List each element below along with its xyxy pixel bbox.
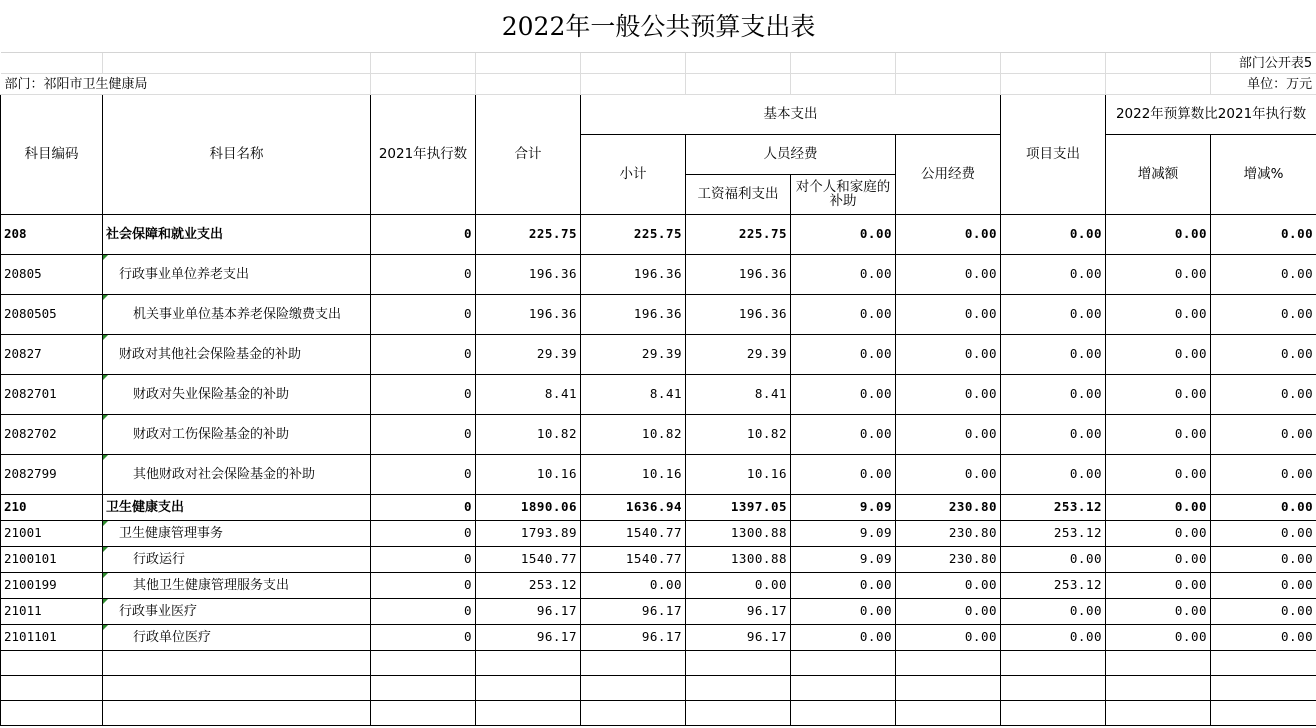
table-row[interactable]	[1, 455, 1316, 495]
change-percent-cell[interactable]: 0.00	[1211, 455, 1316, 495]
salary-cell[interactable]: 225.75	[686, 215, 791, 255]
header-total: 合计	[476, 95, 581, 215]
subtotal-cell[interactable]: 96.17	[581, 625, 686, 651]
header-subtotal: 小计	[581, 135, 686, 215]
change-amount-cell[interactable]: 0.00	[1106, 295, 1211, 335]
note-marker-icon	[103, 599, 108, 604]
change-percent-cell[interactable]: 0.00	[1211, 255, 1316, 295]
code-cell[interactable]: 2100101	[1, 547, 103, 573]
code-cell[interactable]: 2080505	[1, 295, 103, 335]
total-cell[interactable]: 1793.89	[476, 521, 581, 547]
total-cell[interactable]: 10.82	[476, 415, 581, 455]
project-cell[interactable]: 0.00	[1001, 547, 1106, 573]
project-cell[interactable]: 0.00	[1001, 295, 1106, 335]
note-marker-icon	[103, 375, 108, 380]
change-amount-cell[interactable]: 0.00	[1106, 625, 1211, 651]
subsidy-cell[interactable]: 9.09	[791, 521, 896, 547]
code-cell[interactable]: 208	[1, 215, 103, 255]
table-row[interactable]	[1, 495, 1316, 521]
project-cell[interactable]: 0.00	[1001, 599, 1106, 625]
empty-row	[1, 651, 1316, 676]
table-row[interactable]	[1, 215, 1316, 255]
note-marker-icon	[103, 573, 108, 578]
table-row[interactable]	[1, 521, 1316, 547]
change-amount-cell[interactable]: 0.00	[1106, 215, 1211, 255]
header-project: 项目支出	[1001, 95, 1106, 215]
exec2021-cell[interactable]: 0	[371, 625, 476, 651]
note-marker-icon	[103, 335, 108, 340]
change-percent-cell[interactable]: 0.00	[1211, 625, 1316, 651]
header-exec2021: 2021年执行数	[371, 95, 476, 215]
subsidy-cell[interactable]: 0.00	[791, 625, 896, 651]
subsidy-cell[interactable]: 0.00	[791, 215, 896, 255]
code-cell[interactable]: 2082701	[1, 375, 103, 415]
code-cell[interactable]: 20827	[1, 335, 103, 375]
name-cell[interactable]	[103, 215, 371, 255]
header-code: 科目编码	[1, 95, 103, 215]
name-text: 机关事业单位基本养老保险缴费支出	[133, 307, 342, 322]
change-amount-cell[interactable]: 0.00	[1106, 455, 1211, 495]
total-cell[interactable]: 225.75	[476, 215, 581, 255]
exec2021-cell[interactable]: 0	[371, 495, 476, 521]
project-cell[interactable]: 0.00	[1001, 215, 1106, 255]
name-text: 卫生健康管理事务	[119, 526, 224, 541]
subsidy-cell[interactable]: 9.09	[791, 547, 896, 573]
salary-cell[interactable]: 196.36	[686, 255, 791, 295]
public-cell[interactable]: 230.80	[896, 495, 1001, 521]
table-row[interactable]	[1, 295, 1316, 335]
total-cell[interactable]: 196.36	[476, 295, 581, 335]
subtotal-cell[interactable]: 8.41	[581, 375, 686, 415]
salary-cell[interactable]: 1300.88	[686, 547, 791, 573]
table-row[interactable]	[1, 415, 1316, 455]
change-amount-cell[interactable]: 0.00	[1106, 521, 1211, 547]
table-row[interactable]	[1, 547, 1316, 573]
header-basic: 基本支出	[581, 95, 1001, 135]
code-cell[interactable]: 21011	[1, 599, 103, 625]
change-percent-cell[interactable]: 0.00	[1211, 215, 1316, 255]
header-personnel: 人员经费	[686, 135, 896, 175]
subtotal-cell[interactable]: 10.16	[581, 455, 686, 495]
name-text: 社会保障和就业支出	[106, 227, 224, 242]
subsidy-cell[interactable]: 9.09	[791, 495, 896, 521]
table-row[interactable]	[1, 255, 1316, 295]
code-cell[interactable]: 2082799	[1, 455, 103, 495]
code-cell[interactable]: 20805	[1, 255, 103, 295]
total-cell[interactable]: 8.41	[476, 375, 581, 415]
total-cell[interactable]: 1540.77	[476, 547, 581, 573]
change-percent-cell[interactable]: 0.00	[1211, 375, 1316, 415]
change-amount-cell[interactable]: 0.00	[1106, 255, 1211, 295]
change-amount-cell[interactable]: 0.00	[1106, 495, 1211, 521]
public-cell[interactable]: 0.00	[896, 215, 1001, 255]
name-cell[interactable]	[103, 415, 371, 455]
subtotal-cell[interactable]: 1636.94	[581, 495, 686, 521]
note-marker-icon	[103, 547, 108, 552]
change-percent-cell[interactable]: 0.00	[1211, 415, 1316, 455]
total-cell[interactable]: 253.12	[476, 573, 581, 599]
project-cell[interactable]: 253.12	[1001, 495, 1106, 521]
public-cell[interactable]: 0.00	[896, 375, 1001, 415]
change-percent-cell[interactable]: 0.00	[1211, 495, 1316, 521]
salary-cell[interactable]: 8.41	[686, 375, 791, 415]
name-cell[interactable]	[103, 521, 371, 547]
name-text: 财政对其他社会保险基金的补助	[119, 347, 302, 362]
table-row[interactable]	[1, 573, 1316, 599]
subtotal-cell[interactable]: 29.39	[581, 335, 686, 375]
change-amount-cell[interactable]: 0.00	[1106, 547, 1211, 573]
exec2021-cell[interactable]: 0	[371, 547, 476, 573]
change-percent-cell[interactable]: 0.00	[1211, 335, 1316, 375]
unit-label: 单位：万元	[1211, 74, 1316, 95]
name-cell[interactable]	[103, 625, 371, 651]
public-cell[interactable]: 0.00	[896, 455, 1001, 495]
subsidy-cell[interactable]: 0.00	[791, 295, 896, 335]
exec2021-cell[interactable]: 0	[371, 415, 476, 455]
change-percent-cell[interactable]: 0.00	[1211, 295, 1316, 335]
subtotal-cell[interactable]: 1540.77	[581, 547, 686, 573]
public-cell[interactable]: 0.00	[896, 335, 1001, 375]
subsidy-cell[interactable]: 0.00	[791, 335, 896, 375]
change-percent-cell[interactable]: 0.00	[1211, 547, 1316, 573]
name-cell[interactable]	[103, 599, 371, 625]
subsidy-cell[interactable]: 0.00	[791, 599, 896, 625]
name-text: 卫生健康支出	[106, 500, 185, 515]
subsidy-cell[interactable]: 0.00	[791, 375, 896, 415]
empty-row	[1, 676, 1316, 701]
salary-cell[interactable]: 29.39	[686, 335, 791, 375]
change-percent-cell[interactable]: 0.00	[1211, 573, 1316, 599]
header-change-amount: 增减额	[1106, 135, 1211, 215]
table-row[interactable]	[1, 375, 1316, 415]
salary-cell[interactable]: 0.00	[686, 573, 791, 599]
header-salary: 工资福利支出	[686, 175, 791, 215]
subtotal-cell[interactable]: 1540.77	[581, 521, 686, 547]
header-name: 科目名称	[103, 95, 371, 215]
public-cell[interactable]: 230.80	[896, 521, 1001, 547]
project-cell[interactable]: 0.00	[1001, 455, 1106, 495]
project-cell[interactable]: 253.12	[1001, 573, 1106, 599]
subtotal-cell[interactable]: 96.17	[581, 599, 686, 625]
salary-cell[interactable]: 1300.88	[686, 521, 791, 547]
project-cell[interactable]: 0.00	[1001, 375, 1106, 415]
name-text: 其他财政对社会保险基金的补助	[133, 467, 316, 482]
subsidy-cell[interactable]: 0.00	[791, 455, 896, 495]
change-amount-cell[interactable]: 0.00	[1106, 599, 1211, 625]
name-text: 行政单位医疗	[133, 630, 212, 645]
table-row[interactable]	[1, 625, 1316, 651]
name-cell[interactable]	[103, 335, 371, 375]
code-cell[interactable]: 2082702	[1, 415, 103, 455]
table-row[interactable]	[1, 599, 1316, 625]
salary-cell[interactable]: 10.82	[686, 415, 791, 455]
exec2021-cell[interactable]: 0	[371, 455, 476, 495]
project-cell[interactable]: 0.00	[1001, 255, 1106, 295]
name-text: 其他卫生健康管理服务支出	[133, 578, 290, 593]
name-text: 行政事业单位养老支出	[119, 267, 250, 282]
empty-row	[1, 701, 1316, 726]
name-cell[interactable]	[103, 547, 371, 573]
subtotal-cell[interactable]: 10.82	[581, 415, 686, 455]
note-marker-icon	[103, 455, 108, 460]
change-percent-cell[interactable]: 0.00	[1211, 521, 1316, 547]
name-cell[interactable]	[103, 375, 371, 415]
change-amount-cell[interactable]: 0.00	[1106, 335, 1211, 375]
header-change-percent: 增减%	[1211, 135, 1316, 215]
salary-cell[interactable]: 1397.05	[686, 495, 791, 521]
exec2021-cell[interactable]: 0	[371, 295, 476, 335]
public-cell[interactable]: 0.00	[896, 625, 1001, 651]
project-cell[interactable]: 0.00	[1001, 625, 1106, 651]
exec2021-cell[interactable]: 0	[371, 215, 476, 255]
note-marker-icon	[103, 415, 108, 420]
salary-cell[interactable]: 10.16	[686, 455, 791, 495]
public-cell[interactable]: 0.00	[896, 415, 1001, 455]
public-cell[interactable]: 0.00	[896, 295, 1001, 335]
note-marker-icon	[103, 295, 108, 300]
name-text: 财政对失业保险基金的补助	[133, 387, 290, 402]
public-cell[interactable]: 230.80	[896, 547, 1001, 573]
subtotal-cell[interactable]: 196.36	[581, 295, 686, 335]
exec2021-cell[interactable]: 0	[371, 599, 476, 625]
code-cell[interactable]: 21001	[1, 521, 103, 547]
exec2021-cell[interactable]: 0	[371, 521, 476, 547]
public-cell[interactable]: 0.00	[896, 255, 1001, 295]
project-cell[interactable]: 0.00	[1001, 335, 1106, 375]
change-amount-cell[interactable]: 0.00	[1106, 573, 1211, 599]
subtotal-cell[interactable]: 0.00	[581, 573, 686, 599]
project-cell[interactable]: 253.12	[1001, 521, 1106, 547]
public-cell[interactable]: 0.00	[896, 599, 1001, 625]
name-text: 行政事业医疗	[119, 604, 198, 619]
table-row[interactable]	[1, 335, 1316, 375]
exec2021-cell[interactable]: 0	[371, 573, 476, 599]
total-cell[interactable]: 96.17	[476, 625, 581, 651]
exec2021-cell[interactable]: 0	[371, 255, 476, 295]
salary-cell[interactable]: 196.36	[686, 295, 791, 335]
name-cell[interactable]	[103, 295, 371, 335]
name-cell[interactable]	[103, 255, 371, 295]
header-subsidy: 对个人和家庭的补助	[791, 175, 896, 215]
name-cell[interactable]	[103, 573, 371, 599]
subtotal-cell[interactable]: 196.36	[581, 255, 686, 295]
code-cell[interactable]: 2101101	[1, 625, 103, 651]
code-cell[interactable]: 210	[1, 495, 103, 521]
change-percent-cell[interactable]: 0.00	[1211, 599, 1316, 625]
note-marker-icon	[103, 255, 108, 260]
name-text: 行政运行	[133, 552, 186, 567]
subsidy-cell[interactable]: 0.00	[791, 415, 896, 455]
total-cell[interactable]: 96.17	[476, 599, 581, 625]
subsidy-cell[interactable]: 0.00	[791, 573, 896, 599]
total-cell[interactable]: 196.36	[476, 255, 581, 295]
form-number: 部门公开表5	[1211, 53, 1316, 74]
department-label: 部门：祁阳市卫生健康局	[1, 74, 371, 95]
subtotal-cell[interactable]: 225.75	[581, 215, 686, 255]
name-cell[interactable]	[103, 495, 371, 521]
header-public: 公用经费	[896, 135, 1001, 215]
total-cell[interactable]: 10.16	[476, 455, 581, 495]
total-cell[interactable]: 29.39	[476, 335, 581, 375]
total-cell[interactable]: 1890.06	[476, 495, 581, 521]
page-title: 2022年一般公共预算支出表	[1, 0, 1316, 53]
project-cell[interactable]: 0.00	[1001, 415, 1106, 455]
exec2021-cell[interactable]: 0	[371, 375, 476, 415]
header-compare: 2022年预算数比2021年执行数	[1106, 95, 1316, 135]
public-cell[interactable]: 0.00	[896, 573, 1001, 599]
name-text: 财政对工伤保险基金的补助	[133, 427, 290, 442]
change-amount-cell[interactable]: 0.00	[1106, 375, 1211, 415]
note-marker-icon	[103, 521, 108, 526]
salary-cell[interactable]: 96.17	[686, 599, 791, 625]
code-cell[interactable]: 2100199	[1, 573, 103, 599]
exec2021-cell[interactable]: 0	[371, 335, 476, 375]
subsidy-cell[interactable]: 0.00	[791, 255, 896, 295]
salary-cell[interactable]: 96.17	[686, 625, 791, 651]
change-amount-cell[interactable]: 0.00	[1106, 415, 1211, 455]
note-marker-icon	[103, 625, 108, 630]
name-cell[interactable]	[103, 455, 371, 495]
